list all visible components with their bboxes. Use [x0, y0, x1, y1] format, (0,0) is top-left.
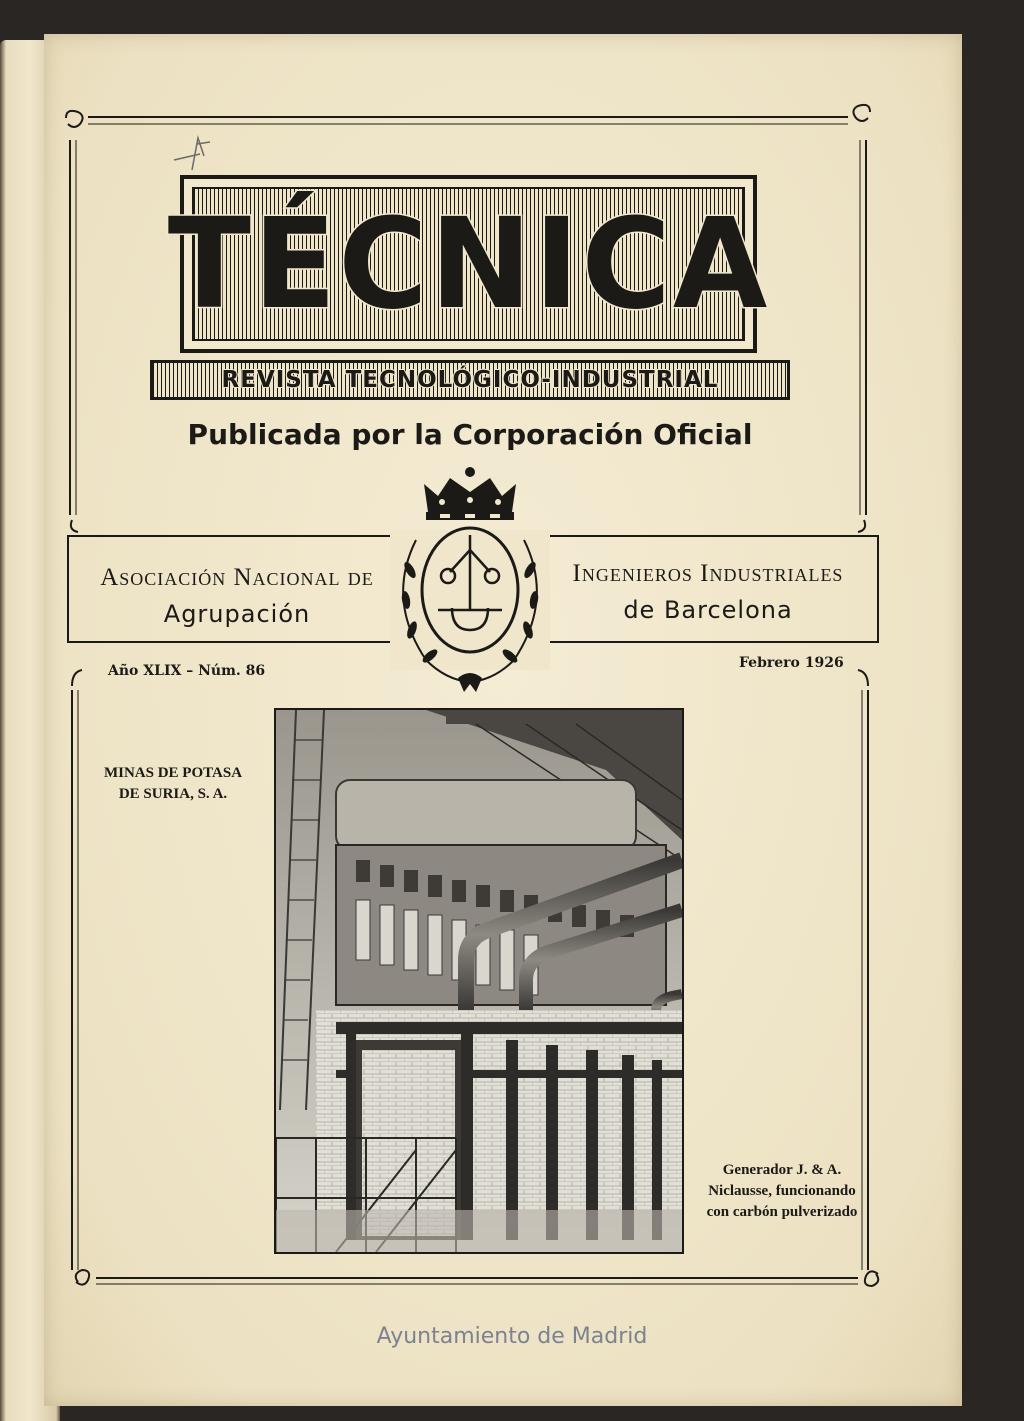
pencil-annotation	[170, 132, 214, 172]
crown-emblem-icon	[380, 460, 560, 695]
masthead	[167, 175, 770, 353]
association-name: Asociación Nacional de	[100, 564, 374, 591]
issue-number: Año XLIX – Núm. 86	[108, 663, 266, 679]
association-left	[82, 560, 392, 632]
photo-equipment-caption: Generador J. & A. Niclausse, funcionando con carbón pulverizado	[706, 1162, 858, 1220]
magazine-title: TÉCNICA	[167, 191, 770, 337]
association-right	[552, 556, 864, 628]
boiler-illustration	[276, 710, 682, 1252]
photo-location-caption: MINAS DE POTASA DE SURIA, S. A.	[103, 765, 243, 802]
archive-watermark: Ayuntamiento de Madrid	[376, 1324, 648, 1349]
magazine-subtitle: REVISTA TECNOLÓGICO-INDUSTRIAL	[221, 367, 719, 393]
association-city: de Barcelona	[623, 596, 793, 624]
association-engineers: Ingenieros Industriales	[572, 560, 844, 587]
association-group: Agrupación	[163, 600, 311, 628]
issue-date: Febrero 1926	[739, 655, 844, 671]
subtitle-bar	[150, 360, 790, 400]
boiler-room-photo	[274, 708, 684, 1254]
publisher-line: Publicada por la Corporación Oficial	[187, 418, 753, 451]
